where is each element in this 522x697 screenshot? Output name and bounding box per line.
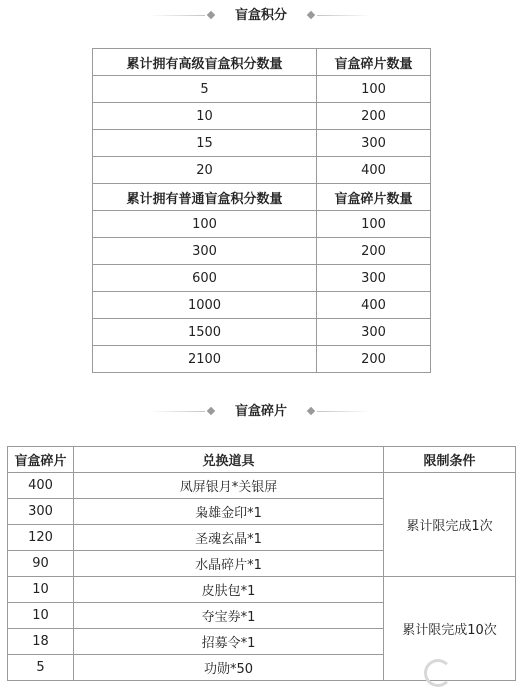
table-row xyxy=(93,319,431,346)
limit-cell: 累计限完成10次 xyxy=(384,577,516,681)
table-cell: 100 xyxy=(317,211,431,238)
table-cell: 功勋*50 xyxy=(74,655,384,681)
table-header-row xyxy=(93,184,431,211)
table-row xyxy=(93,157,431,184)
column-header: 限制条件 xyxy=(384,447,516,473)
table-cell: 300 xyxy=(317,319,431,346)
table-cell: 20 xyxy=(93,157,317,184)
table-row xyxy=(93,211,431,238)
section-title-text: 盲盒碎片 xyxy=(234,404,287,419)
column-header: 盲盒碎片 xyxy=(8,447,74,473)
table-cell: 300 xyxy=(317,130,431,157)
table-cell: 120 xyxy=(8,525,74,551)
table-row xyxy=(93,103,431,130)
table-cell: 2100 xyxy=(93,346,317,373)
section-title-fragments xyxy=(0,402,522,422)
table-cell: 400 xyxy=(317,292,431,319)
table-cell: 10 xyxy=(8,577,74,603)
table-cell: 600 xyxy=(93,265,317,292)
table-row xyxy=(8,577,516,603)
table-cell: 10 xyxy=(93,103,317,130)
column-header: 累计拥有高级盲盒积分数量 xyxy=(93,49,317,76)
table-row xyxy=(93,238,431,265)
table-cell: 200 xyxy=(317,103,431,130)
exchange-table xyxy=(7,446,516,681)
table-header-row xyxy=(8,447,516,473)
table-cell: 皮肤包*1 xyxy=(74,577,384,603)
table-cell: 枭雄金印*1 xyxy=(74,499,384,525)
table-cell: 10 xyxy=(8,603,74,629)
table-cell: 90 xyxy=(8,551,74,577)
table-cell: 200 xyxy=(317,238,431,265)
table-cell: 300 xyxy=(317,265,431,292)
table-cell: 15 xyxy=(93,130,317,157)
limit-cell: 累计限完成1次 xyxy=(384,473,516,577)
divider-line xyxy=(317,15,372,16)
section-title-text: 盲盒积分 xyxy=(234,8,287,23)
table-row xyxy=(93,265,431,292)
table-cell: 100 xyxy=(317,76,431,103)
table-cell: 300 xyxy=(8,499,74,525)
table-cell: 400 xyxy=(8,473,74,499)
table-cell: 18 xyxy=(8,629,74,655)
table-row xyxy=(93,346,431,373)
table-cell: 300 xyxy=(93,238,317,265)
table-row xyxy=(93,130,431,157)
table-cell: 5 xyxy=(93,76,317,103)
table-cell: 水晶碎片*1 xyxy=(74,551,384,577)
column-header: 兑换道具 xyxy=(74,447,384,473)
table-cell: 圣魂玄晶*1 xyxy=(74,525,384,551)
points-table xyxy=(92,48,431,373)
table-cell: 1000 xyxy=(93,292,317,319)
table-cell: 夺宝券*1 xyxy=(74,603,384,629)
table-cell: 1500 xyxy=(93,319,317,346)
table-cell: 100 xyxy=(93,211,317,238)
column-header: 盲盒碎片数量 xyxy=(317,184,431,211)
divider-line xyxy=(317,411,372,412)
table-cell: 200 xyxy=(317,346,431,373)
column-header: 盲盒碎片数量 xyxy=(317,49,431,76)
watermark-logo xyxy=(424,655,516,695)
table-row xyxy=(93,76,431,103)
divider-line xyxy=(150,15,205,16)
column-header: 累计拥有普通盲盒积分数量 xyxy=(93,184,317,211)
table-cell: 凤屏银月*关银屏 xyxy=(74,473,384,499)
table-cell: 400 xyxy=(317,157,431,184)
table-row xyxy=(93,292,431,319)
logo-icon xyxy=(424,659,452,687)
section-title-points xyxy=(0,6,522,26)
divider-line xyxy=(150,411,205,412)
table-cell: 5 xyxy=(8,655,74,681)
table-cell: 招募令*1 xyxy=(74,629,384,655)
table-header-row xyxy=(93,49,431,76)
table-row xyxy=(8,473,516,499)
